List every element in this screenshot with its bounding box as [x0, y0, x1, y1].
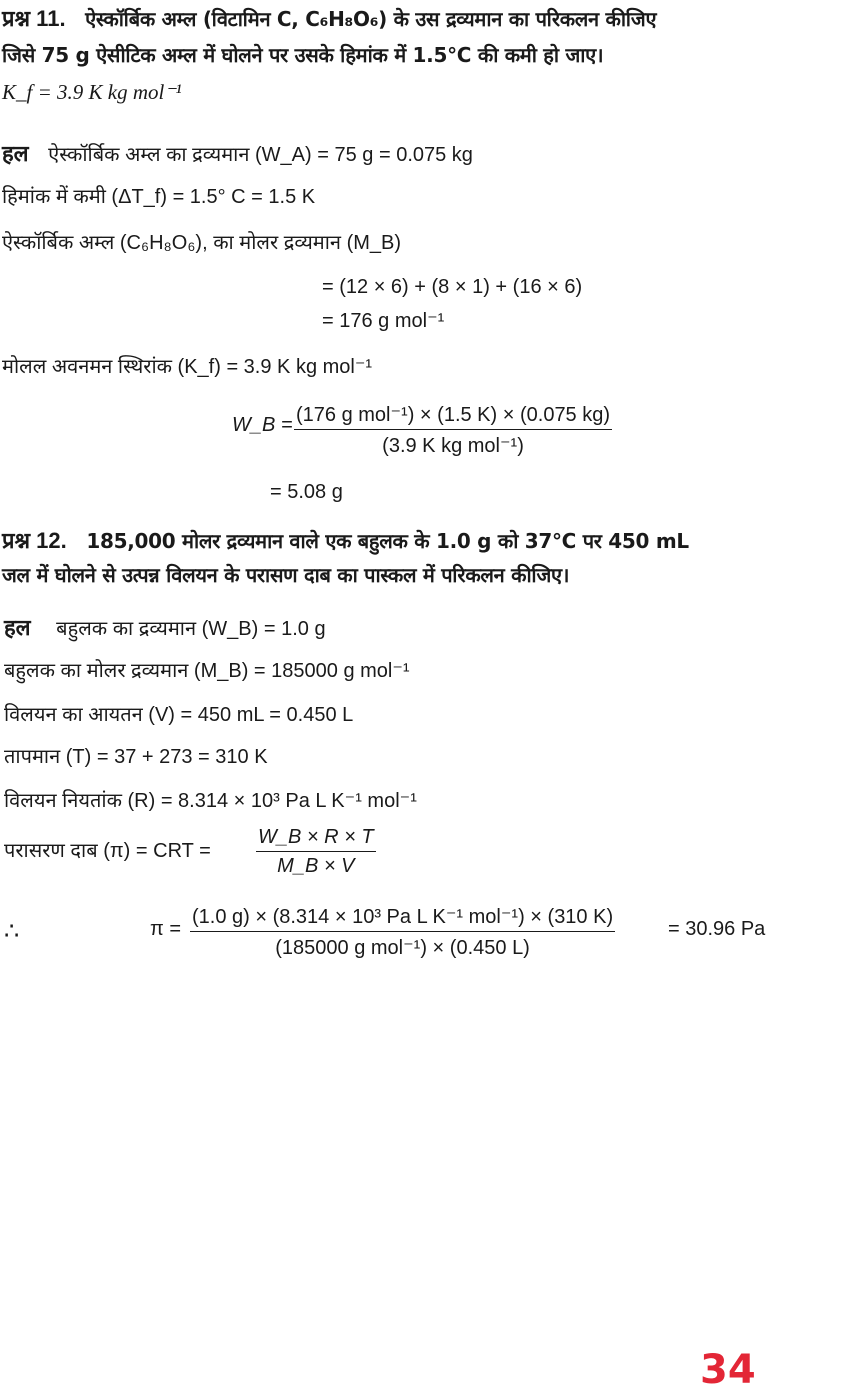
- solution-12-pi-fraction: [190, 904, 615, 960]
- question-11-text: ऐस्कॉर्बिक अम्ल (विटामिन C, C₆H₈O₆) के उस द्रव्यमान का परिकलन कीजिए: [85, 7, 657, 31]
- solution-12-volume: विलयन का आयतन (V) = 450 mL = 0.450 L: [4, 704, 354, 726]
- solution-12-mass-row: [4, 616, 326, 641]
- solution-12-label: हल: [4, 616, 31, 641]
- solution-12-molar-mass: बहुलक का मोलर द्रव्यमान (M_B) = 185000 g mol⁻¹: [4, 660, 410, 682]
- solution-11-mass-row: [2, 142, 473, 167]
- solution-11-wb-result: = 5.08 g: [270, 481, 343, 503]
- question-11-line-1: [2, 6, 656, 32]
- solution-11-molar-result: = 176 g mol⁻¹: [322, 310, 445, 332]
- solution-12-gas-constant: विलयन नियतांक (R) = 8.314 × 10³ Pa L K⁻¹ mol⁻¹: [4, 790, 417, 812]
- solution-12-osmotic-denominator: M_B × V: [277, 855, 355, 877]
- therefore-symbol: ∴: [4, 918, 20, 945]
- solution-11-wb-denominator: (3.9 K kg mol⁻¹): [382, 435, 524, 457]
- solution-12-osmotic-lhs: परासरण दाब (π) = CRT =: [4, 840, 211, 862]
- solution-12-temperature: तापमान (T) = 37 + 273 = 310 K: [4, 746, 268, 768]
- question-12-label: प्रश्न 12.: [2, 528, 67, 553]
- solution-11-wb-lhs: W_B =: [232, 414, 293, 436]
- solution-12-osmotic-fraction: [256, 826, 376, 878]
- solution-11-label: हल: [2, 142, 29, 167]
- solution-12-osmotic-numerator: W_B × R × T: [256, 826, 376, 852]
- solution-11-molar-mass-label: ऐस्कॉर्बिक अम्ल (C₆H₈O₆), का मोलर द्रव्यमान (M_B): [2, 232, 402, 254]
- solution-12-pi-numerator: (1.0 g) × (8.314 × 10³ Pa L K⁻¹ mol⁻¹) × (310 K): [190, 904, 615, 932]
- solution-11-wb-fraction: [294, 402, 612, 458]
- solution-12-pi-result: = 30.96 Pa: [668, 918, 766, 940]
- question-12-line-1: [2, 528, 689, 554]
- question-11-line-2: जिसे 75 g ऐसीटिक अम्ल में घोलने पर उसके हिमांक में 1.5°C की कमी हो जाए।: [2, 43, 604, 67]
- solution-12-pi-denominator: (185000 g mol⁻¹) × (0.450 L): [275, 937, 530, 959]
- solution-11-kf: मोलल अवनमन स्थिरांक (K_f) = 3.9 K kg mol⁻¹: [2, 356, 373, 378]
- question-12-text: 185,000 मोलर द्रव्यमान वाले एक बहुलक के 1.0 g को 37°C पर 450 mL: [86, 529, 689, 553]
- question-11-label: प्रश्न 11.: [2, 6, 66, 31]
- solution-12-pi-lhs: π =: [150, 918, 182, 940]
- question-12-line-2: जल में घोलने से उत्पन्न विलयन के परासण दाब का पास्कल में परिकलन कीजिए।: [2, 563, 570, 587]
- question-11-kf: K_f = 3.9 K kg mol⁻¹: [2, 80, 182, 104]
- solution-12-mass: बहुलक का द्रव्यमान (W_B) = 1.0 g: [56, 618, 326, 640]
- solution-11-wb-numerator: (176 g mol⁻¹) × (1.5 K) × (0.075 kg): [294, 402, 612, 430]
- solution-11-molar-calc: = (12 × 6) + (8 × 1) + (16 × 6): [322, 276, 583, 298]
- solution-11-depression: हिमांक में कमी (ΔT_f) = 1.5° C = 1.5 K: [2, 186, 316, 208]
- page-number: 34: [700, 1347, 756, 1393]
- solution-11-mass: ऐस्कॉर्बिक अम्ल का द्रव्यमान (W_A) = 75 g = 0.075 kg: [48, 144, 473, 166]
